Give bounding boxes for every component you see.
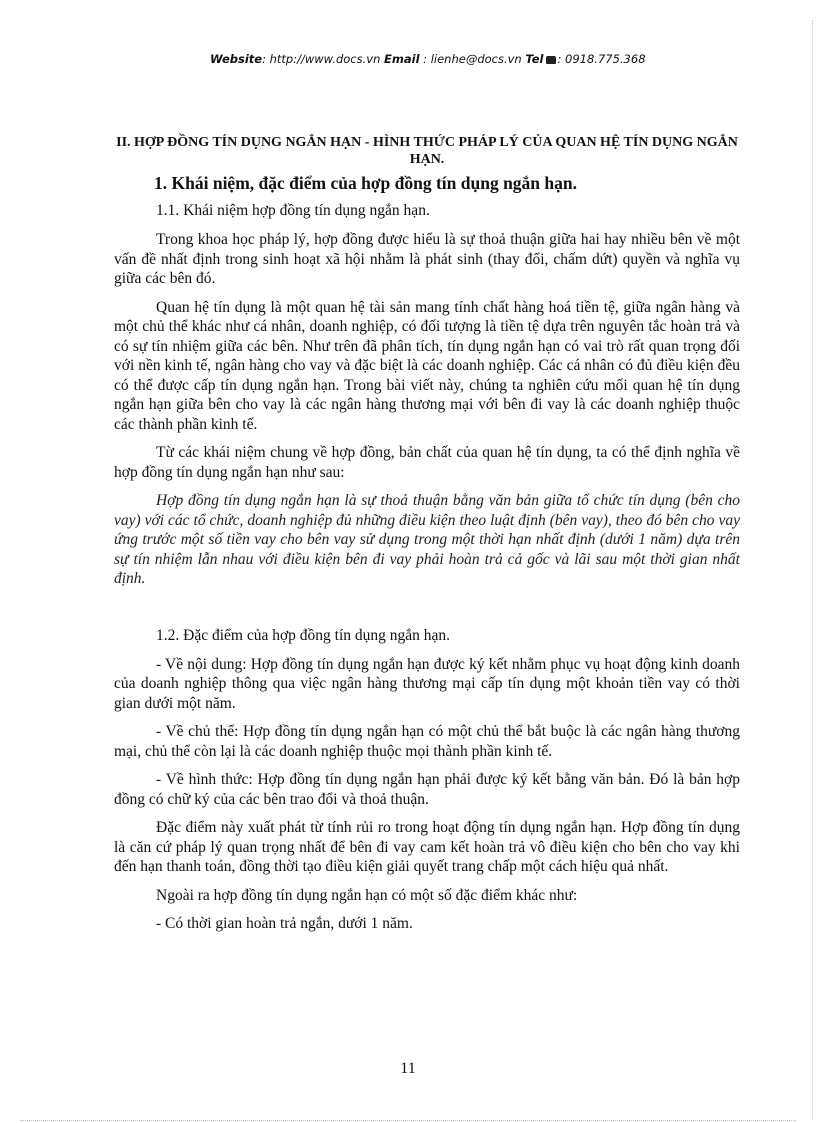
email-value: : lienhe@docs.vn bbox=[423, 52, 522, 66]
subsection-heading: 1. Khái niệm, đặc điểm của hợp đồng tín dụng ngắn hạn. bbox=[154, 173, 578, 193]
sub-heading-1-2: 1.2. Đặc điểm của hợp đồng tín dụng ngắn hạn. bbox=[156, 626, 451, 644]
paragraph: Đặc điểm này xuất phát từ tính rủi ro trong hoạt động tín dụng ngắn hạn. Hợp đồng tín dụng là căn cứ pháp lý quan trọng nhất để bên đi vay cam kết hoàn trả vô điều kiện cho bên cho vay khi đến hạn thanh toán, đồng thời tạo điều kiện giải quyết trang chấp một cách hiệu quả nhất. bbox=[114, 819, 740, 875]
email-label: Email bbox=[384, 52, 420, 66]
bullet-item: - Về hình thức: Hợp đồng tín dụng ngắn hạn phải được ký kết bằng văn bản. Đó là bản hợp đồng có chữ ký của các bên trao đổi và thoả thuận. bbox=[114, 771, 740, 808]
tel-label: Tel bbox=[525, 52, 544, 66]
paragraph: Từ các khái niệm chung về hợp đồng, bản chất của quan hệ tín dụng, ta có thể định nghĩa về hợp đồng tín dụng ngắn hạn như sau: bbox=[114, 444, 740, 481]
website-label: Website bbox=[210, 52, 263, 66]
tel-value: : 0918.775.368 bbox=[557, 52, 646, 66]
paragraph: Quan hệ tín dụng là một quan hệ tài sản mang tính chất hàng hoá tiền tệ, giữa ngân hàng và một chủ thể khác như cá nhân, doanh nghiệp, có đối tượng là tiền tệ dựa trên nguyên tắc hoàn trả và có sự tín nhiệm giữa các bên. Như trên đã phân tích, tín dụng ngắn hạn có vai trò rất quan trọng đối với nền kinh tế, ngân hàng cho vay và đặc biệt là các doanh nghiệp. Các cá nhân có đủ điều kiện đều có thể được cấp tín dụng ngắn hạn. Trong bài viết này, chúng ta nghiên cứu mối quan hệ tín dụng ngắn hạn giữa bên cho vay là các ngân hàng thương mại với bên đi vay là các doanh nghiệp thuộc các thành phần kinh tế. bbox=[114, 298, 740, 433]
sub-heading-1-1: 1.1. Khái niệm hợp đồng tín dụng ngắn hạn. bbox=[156, 202, 430, 219]
page-number: 11 bbox=[400, 1060, 416, 1077]
page-edge-divider bbox=[812, 20, 813, 1120]
page-content bbox=[114, 134, 740, 943]
definition-paragraph: Hợp đồng tín dụng ngắn hạn là sự thoả thuận bằng văn bản giữa tổ chức tín dụng (bên cho vay) với các tổ chức, doanh nghiệp đủ những điều kiện theo luật định (bên vay), theo đó bên cho vay ứng trước một số tiền vay cho bên vay sử dụng trong một thời hạn nhất định (dưới 1 năm) dựa trên sự tín nhiệm lẫn nhau với điều kiện bên đi vay phải hoàn trả cả gốc và lãi sau một thời gian nhất định. bbox=[114, 492, 740, 587]
paragraph: Ngoài ra hợp đồng tín dụng ngắn hạn có một số đặc điểm khác như: bbox=[156, 886, 578, 904]
dash-item: - Có thời gian hoàn trả ngắn, dưới 1 năm. bbox=[156, 915, 413, 932]
telephone-icon bbox=[546, 56, 556, 64]
website-value: : http://www.docs.vn bbox=[262, 52, 381, 66]
bullet-item: - Về chủ thể: Hợp đồng tín dụng ngắn hạn có một chủ thể bắt buộc là các ngân hàng thương mại, chủ thể còn lại là các doanh nghiệp thuộc mọi thành phần kinh tế. bbox=[114, 723, 740, 760]
bullet-item: - Về nội dung: Hợp đồng tín dụng ngắn hạn được ký kết nhằm phục vụ hoạt động kinh doanh của doanh nghiệp thông qua việc ngân hàng thương mại cấp tín dụng một khoản tiền vay có thời gian dưới một năm. bbox=[114, 655, 740, 712]
footer-divider bbox=[20, 1120, 796, 1121]
page-header bbox=[210, 52, 730, 66]
section-title: II. HỢP ĐỒNG TÍN DỤNG NGẮN HẠN - HÌNH THỨC PHÁP LÝ CỦA QUAN HỆ TÍN DỤNG NGẮN HẠN. bbox=[116, 135, 738, 167]
paragraph: Trong khoa học pháp lý, hợp đồng được hiểu là sự thoả thuận giữa hai hay nhiều bên về một vấn đề nhất định trong sinh hoạt xã hội nhằm là phát sinh (thay đổi, chấm dứt) quyền và nghĩa vụ giữa các bên đó. bbox=[114, 231, 740, 287]
